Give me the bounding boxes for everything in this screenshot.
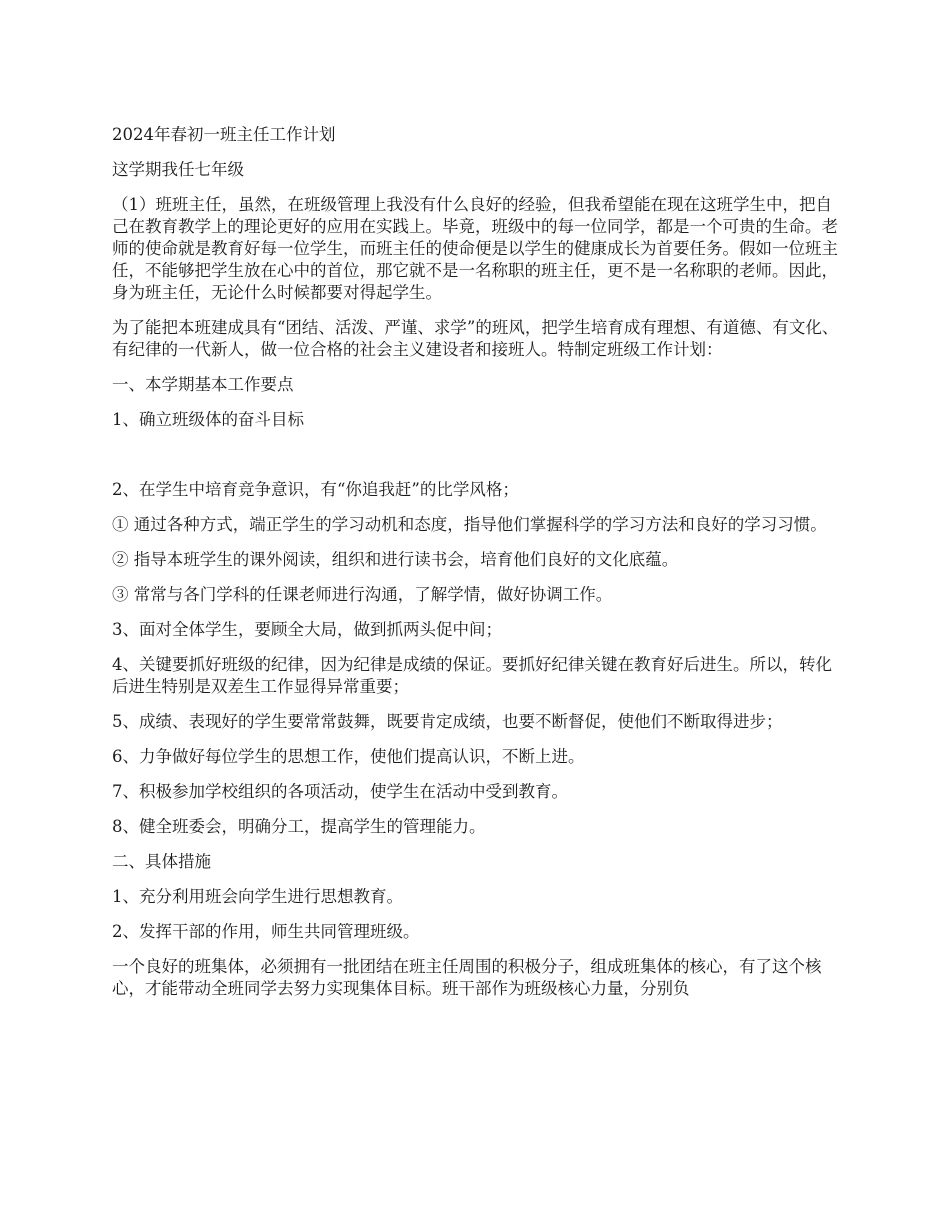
point-2: 2、在学生中培育竞争意识，有“你追我赶”的比学风格；: [112, 480, 519, 499]
sub-point-3: ③ 常常与各门学科的任课老师进行沟通，了解学情，做好协调工作。: [112, 585, 613, 604]
point-4: 4、关键要抓好班级的纪律，因为纪律是成绩的保证。要抓好纪律关键在教育好后进生。所以，转化后进生特别是双差生工作显得异常重要；: [112, 655, 832, 696]
cadre-paragraph: 一个良好的班集体，必须拥有一批团结在班主任周围的积极分子，组成班集体的核心，有了这个核心，才能带动全班同学去努力实现集体目标。班干部作为班级核心力量，分别负: [112, 957, 822, 998]
point-1: 1、确立班级体的奋斗目标: [112, 410, 304, 429]
sub-point-1: ① 通过各种方式，端正学生的学习动机和态度，指导他们掌握科学的学习方法和良好的学习习惯。: [112, 515, 827, 534]
point-5: 5、成绩、表现好的学生要常常鼓舞，既要肯定成绩，也要不断督促，使他们不断取得进步；: [112, 712, 783, 731]
purpose-paragraph: 为了能把本班建成具有“团结、活泼、严谨、求学”的班风，把学生培育成有理想、有道德、有文化、有纪律的一代新人，做一位合格的社会主义建设者和接班人。特制定班级工作计划：: [112, 318, 839, 359]
point-8: 8、健全班委会，明确分工，提高学生的管理能力。: [112, 817, 486, 836]
point-3: 3、面对全体学生，要顾全大局，做到抓两头促中间；: [112, 620, 502, 639]
intro-paragraph: （1）班班主任，虽然，在班级管理上我没有什么良好的经验，但我希望能在现在这班学生中，把自己在教育教学上的理论更好的应用在实践上。毕竟，班级中的每一位同学，都是一个可贵的生命。老师的使命就是教育好每一位学生，而班主任的使命便是以学生的健康成长为首要任务。假如一位班主任，不能够把学生放在心中的首位，那它就不是一名称职的班主任，更不是一名称职的老师。因此，身为班主任，无论什么时候都要对得起学生。: [112, 195, 838, 302]
point-7: 7、积极参加学校组织的各项活动，使学生在活动中受到教育。: [112, 782, 568, 801]
section-heading-2: 二、具体措施: [112, 852, 211, 871]
measure-2: 2、发挥干部的作用，师生共同管理班级。: [112, 922, 420, 941]
measure-1: 1、充分利用班会向学生进行思想教育。: [112, 887, 403, 906]
section-heading-1: 一、本学期基本工作要点: [112, 375, 294, 394]
sub-point-2: ② 指导本班学生的课外阅读，组织和进行读书会，培育他们良好的文化底蕴。: [112, 550, 679, 569]
document-page: [112, 124, 840, 1013]
intro-line: 这学期我任七年级: [112, 160, 244, 179]
document-title: 2024年春初一班主任工作计划: [112, 125, 336, 144]
point-6: 6、力争做好每位学生的思想工作，使他们提高认识，不断上进。: [112, 747, 585, 766]
